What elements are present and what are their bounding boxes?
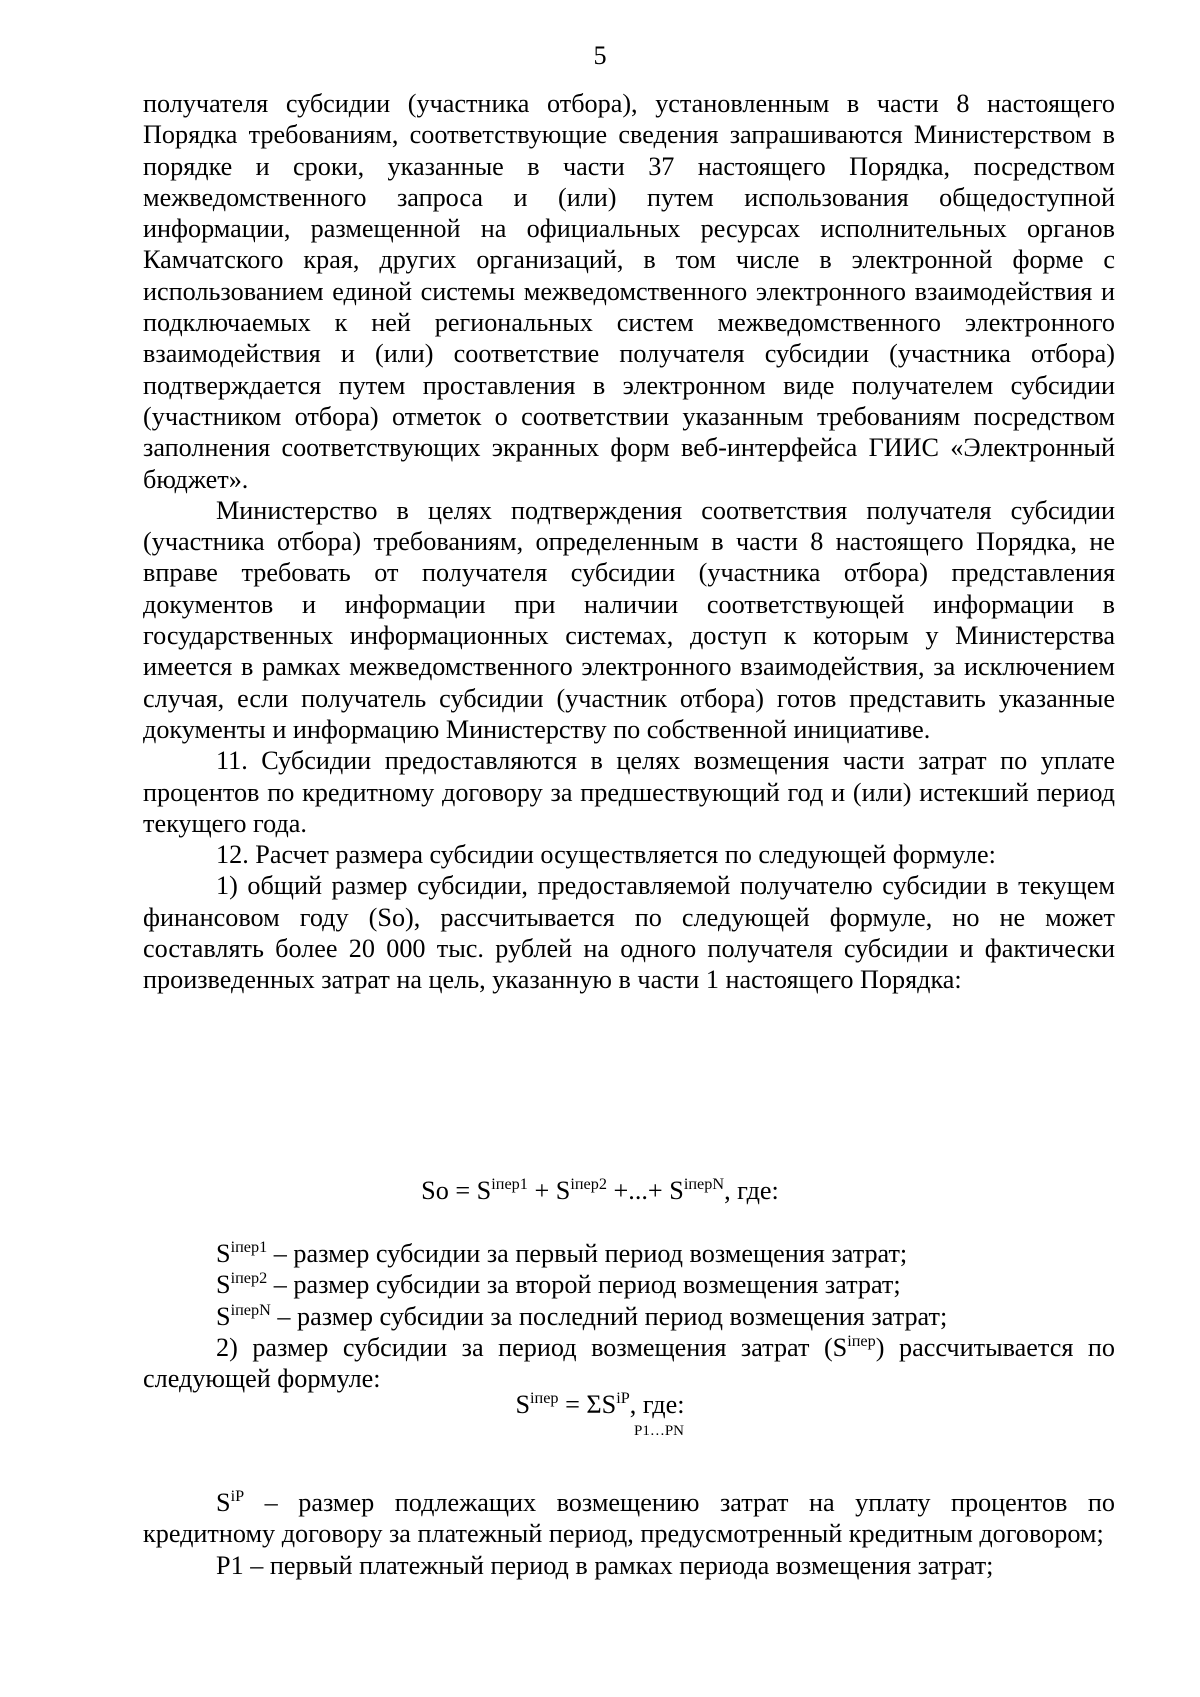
body-text-top [143,88,1115,996]
paragraph-12-1: 1) общий размер субсидии, предоставляемой получателю субсидии в текущем финансовом году (So), рассчитывается по следующей формуле, но не может составлять более 20 000 тыс. рублей на одного получателя субсидии и фактически произведенных затрат на цель, указанную в части 1 настоящего Порядка: [143,871,1115,995]
paragraph-12-2: 2) размер субсидии за период возмещения затрат $(S^{iпер})$ рассчитывается по следующей формуле: [143,1331,1115,1394]
sum-range-subscript: P1…PN [634,1423,685,1439]
definition-iper2: $S^{iпер2}$ – размер субсидии за второй период возмещения затрат; [216,1269,901,1300]
definition-iper1: $S^{iпер1}$ – размер субсидии за первый период возмещения затрат; [216,1237,908,1268]
definition-iperN: $S^{iперN}$ – размер субсидии за последний период возмещения затрат; [216,1300,948,1331]
definition-sip: $S^{iP}$ – размер подлежащих возмещению затрат на уплату процентов по кредитному договору за платежный период, предусмотренный кредитным договором; [143,1486,1115,1549]
paragraph-ministry: Министерство в целях подтверждения соответствия получателя субсидии (участника отбора) требованиям, определенным в части 8 настоящего Порядка, не вправе требовать от получателя субсидии (участника отбора) представления документов и информации при наличии соответствующей информации в государственных информационных системах, доступ к которым у Министерства имеется в рамках межведомственного электронного взаимодействия, за исключением случая, если получатель субсидии (участник отбора) готов представить указанные документы и информацию Министерству по собственной инициативе. [143,495,1115,744]
page-number: 5 [593,41,607,70]
formula-siper: $S^{iпер} = \Sigma S^{iP}$, где: [515,1388,685,1419]
paragraph-12: 12. Расчет размера субсидии осуществляется по следующей формуле: [216,840,996,870]
paragraph-11: 11. Субсидии предоставляются в целях возмещения части затрат по уплате процентов по кредитному договору за предшествующий год и (или) истекший период текущего года. [143,746,1115,838]
definitions-periods [143,1238,1115,1394]
paragraph-continuation: получателя субсидии (участника отбора), установленным в части 8 настоящего Порядка требованиям, соответствующие сведения запрашиваются Министерством в порядке и сроки, указанные в части 37 настоящего Порядка, посредством межведомственного запроса и (или) путем использования общедоступной информации, размещенной на официальных ресурсах исполнительных органов Камчатского края, других организаций, в том числе в электронной форме с использованием единой системы межведомственного электронного взаимодействия и подключаемых к ней региональных систем межведомственного электронного взаимодействия и (или) соответствие получателя субсидии (участника отбора) подтверждается путем проставления в электронном виде получателем субсидии (участником отбора) отметок о соответствии указанным требованиям посредством заполнения соответствующих экранных форм веб-интерфейса ГИИС «Электронный бюджет». [143,89,1115,494]
formula-so: $So = S^{iпер1} + S^{iпер2}$ +...+ $S^{iперN}$, где: [421,1174,779,1205]
definition-p1: P1 – первый платежный период в рамках периода возмещения затрат; [216,1550,994,1580]
definitions-payments [143,1487,1115,1581]
